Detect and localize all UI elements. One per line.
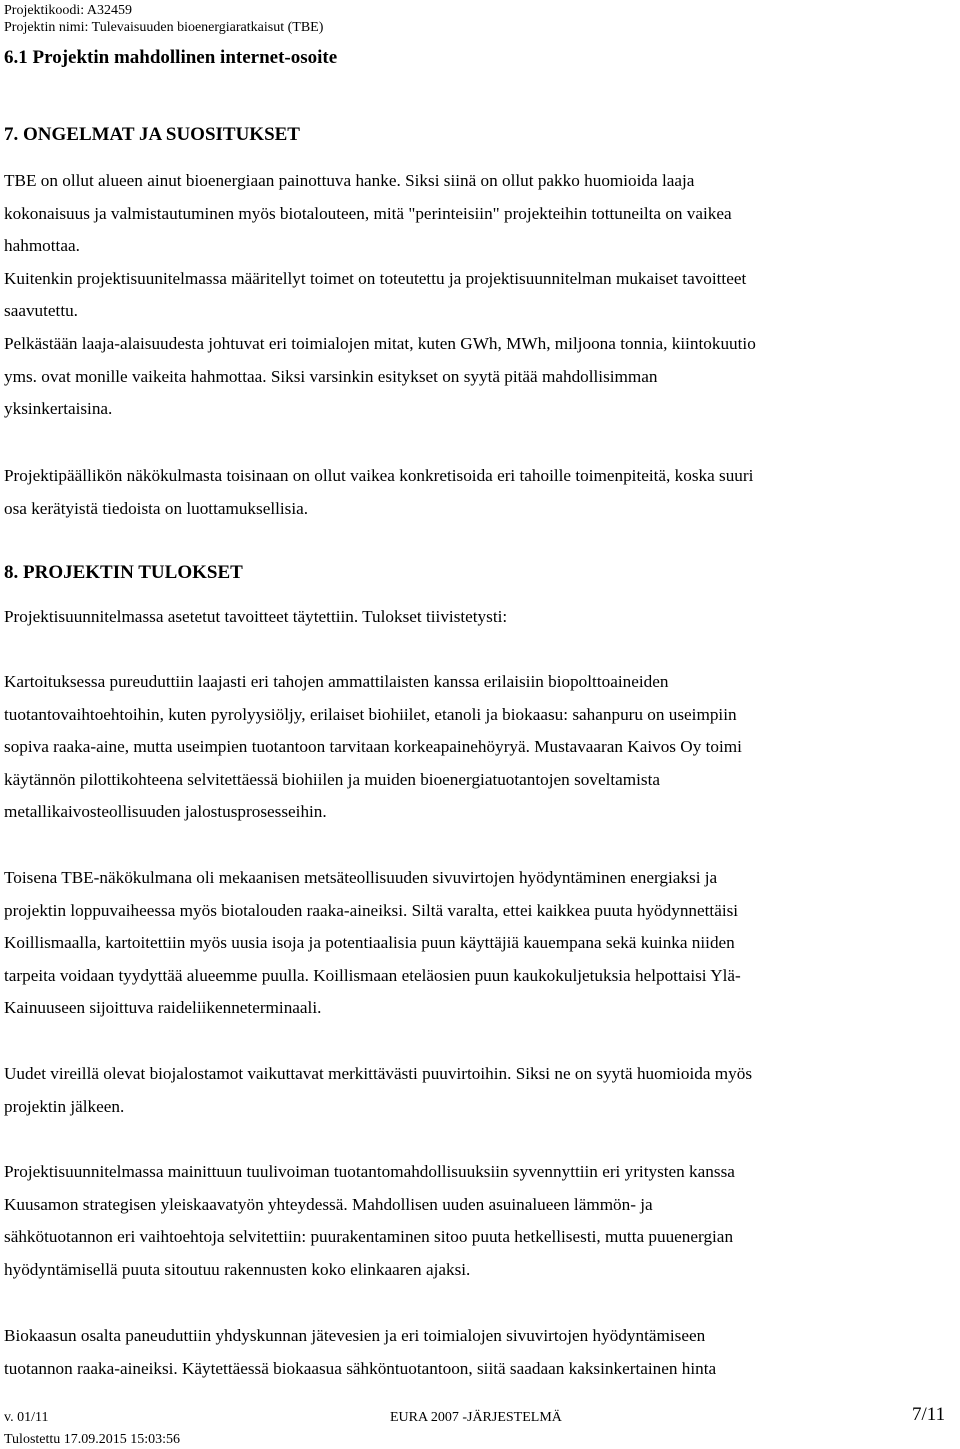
text-line: Kuusamon strategisen yleiskaavatyön yhteydessä. Mahdollisen uuden asuinalueen lämmön- ja: [4, 1194, 653, 1214]
text-line: yksinkertaisina.: [4, 399, 113, 419]
text-line: kokonaisuus ja valmistautuminen myös biotalouteen, mitä "perinteisiin" projekteihin tottuneilta on vaikea: [4, 203, 732, 223]
section-8-title: 8. PROJEKTIN TULOKSET: [4, 562, 243, 583]
paragraph-project-manager-view: [4, 460, 956, 525]
text-line: sopiva raaka-aine, mutta useimpien tuotantoon tarvitaan korkeapainehöyryä. Mustavaaran Kaivos Oy toimi: [4, 737, 742, 757]
paragraph-problems: [4, 165, 956, 426]
paragraph-results-intro: [4, 601, 956, 634]
text-line: tuotantovaihtoehtoihin, kuten pyrolyysiöljy, erilaiset biohiilet, etanoli ja biokaasu: sahanpuru on useimpiin: [4, 704, 737, 724]
text-line: Koillismaalla, kartoitettiin myös uusia isoja ja potentiaalisia puun käyttäjiä kauempana sekä kuinka niiden: [4, 933, 735, 953]
text-line: Kartoituksessa pureuduttiin laajasti eri tahojen ammattilaisten kanssa erilaisiin biopolttoaineiden: [4, 672, 669, 691]
paragraph-biogas: [4, 1320, 956, 1385]
footer-system-name: EURA 2007 -JÄRJESTELMÄ: [390, 1410, 562, 1425]
document-header: [4, 2, 323, 36]
footer-version: v. 01/11: [4, 1410, 49, 1425]
footer-print-timestamp: Tulostettu 17.09.2015 15:03:56: [4, 1432, 181, 1447]
paragraph-mapping: [4, 666, 956, 829]
text-line: metallikaivosteollisuuden jalostusprosesseihin.: [4, 802, 327, 822]
section-6-1-title: 6.1 Projektin mahdollinen internet-osoite: [4, 47, 338, 68]
text-line: Uudet vireillä olevat biojalostamot vaikuttavat merkittävästi puuvirtoihin. Siksi ne on syytä huomioida myös: [4, 1064, 753, 1083]
text-line: saavutettu.: [4, 301, 78, 321]
project-code: Projektikoodi: A32459: [4, 3, 132, 18]
text-line: TBE on ollut alueen ainut bioenergiaan painottuva hanke. Siksi siinä on ollut pakko huomioida laaja: [4, 171, 695, 190]
text-line: tuotannon raaka-aineiksi. Käytettäessä biokaasua sähköntuotantoon, siitä saadaan kaksinkertainen hinta: [4, 1358, 717, 1378]
section-7-title: 7. ONGELMAT JA SUOSITUKSET: [4, 124, 300, 145]
text-line: Pelkästään laaja-alaisuudesta johtuvat eri toimialojen mitat, kuten GWh, MWh, miljoona tonnia, kiintokuutio: [4, 333, 756, 353]
text-line: sähkötuotannon eri vaihtoehtoja selvitettiin: puurakentaminen sitoo puuta hetkellisesti, mutta puuenergian: [4, 1227, 734, 1247]
text-line: projektin loppuvaiheessa myös biotalouden raaka-aineiksi. Siltä varalta, ettei kaikkea puuta hyödynnettäisi: [4, 900, 739, 920]
text-line: Projektisuunnitelmassa asetetut tavoitteet täytettiin. Tulokset tiivistetysti:: [4, 607, 508, 626]
text-line: käytännön pilottikohteena selvitettäessä biohiilen ja muiden bioenergiatuotantojen soveltamista: [4, 769, 660, 789]
text-line: Kainuuseen sijoittuva raideliikenneterminaali.: [4, 998, 322, 1018]
project-name: Projektin nimi: Tulevaisuuden bioenergiaratkaisut (TBE): [4, 20, 324, 35]
paragraph-wind-power: [4, 1156, 956, 1286]
text-line: Kuitenkin projektisuunitelmassa määritellyt toimet on toteutettu ja projektisuunnitelman mukaiset tavoitteet: [4, 268, 747, 288]
text-line: Toisena TBE-näkökulmana oli mekaanisen metsäteollisuuden sivuvirtojen hyödyntäminen energiaksi ja: [4, 868, 718, 887]
text-line: Projektipäällikön näkökulmasta toisinaan on ollut vaikea konkretisoida eri tahoille toimenpiteitä, koska suuri: [4, 466, 754, 485]
footer-page-number: 7/11: [912, 1404, 946, 1425]
text-line: Biokaasun osalta paneuduttiin yhdyskunnan jätevesien ja eri toimialojen sivuvirtojen hyödyntämiseen: [4, 1326, 706, 1345]
text-line: hahmottaa.: [4, 236, 80, 256]
text-line: tarpeita voidaan tyydyttää alueemme puulla. Koillismaan eteläosien puun kaukokuljetuksia helpottaisi Ylä-: [4, 965, 741, 985]
text-line: yms. ovat monille vaikeita hahmottaa. Siksi varsinkin esitykset on syytä pitää mahdollisimman: [4, 366, 658, 386]
text-line: projektin jälkeen.: [4, 1096, 125, 1116]
paragraph-biorefineries: [4, 1058, 956, 1123]
document-footer: [0, 1402, 960, 1449]
text-line: osa kerätyistä tiedoista on luottamuksellisia.: [4, 498, 309, 518]
text-line: hyödyntämisellä puuta sitoutuu rakennusten koko elinkaaren ajaksi.: [4, 1259, 471, 1279]
text-line: Projektisuunnitelmassa mainittuun tuulivoiman tuotantomahdollisuuksiin syvennyttiin eri yritysten kanssa: [4, 1162, 735, 1181]
paragraph-forest-industry: [4, 862, 956, 1025]
